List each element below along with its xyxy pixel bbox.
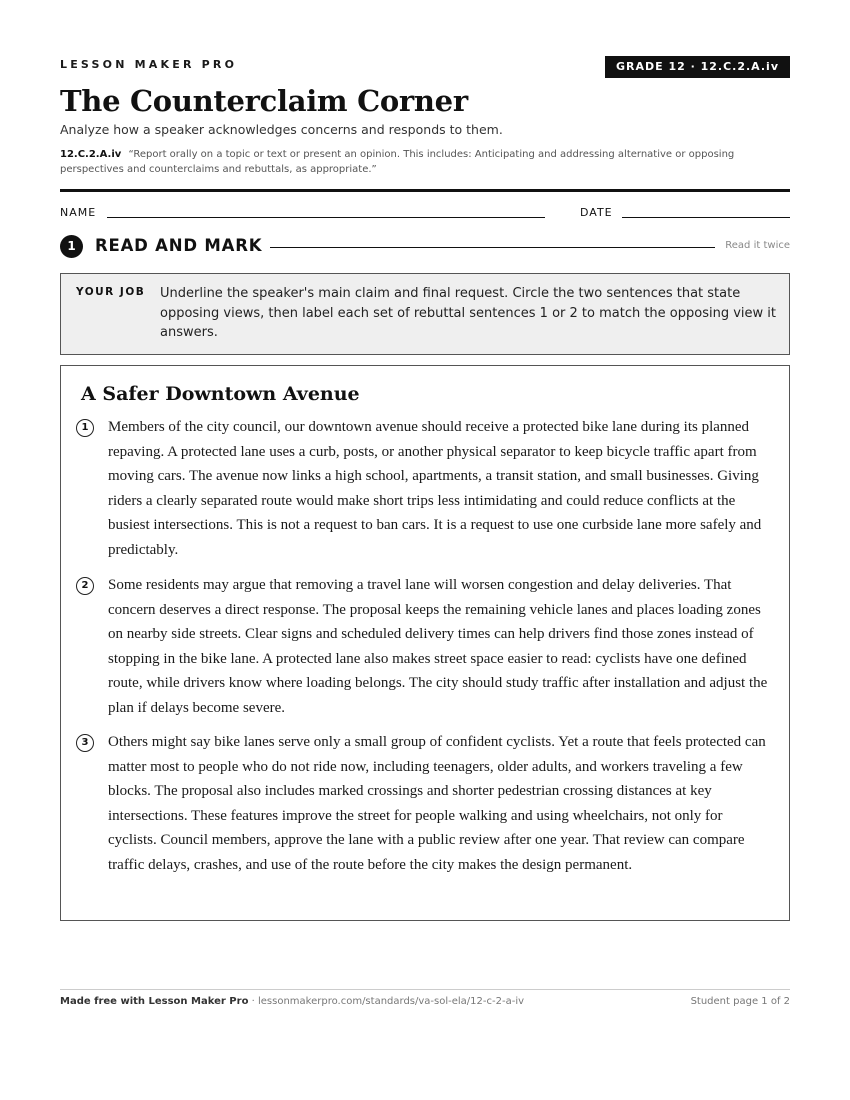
name-label: NAME: [60, 206, 97, 219]
brand-name: LESSON MAKER PRO: [60, 58, 238, 71]
grade-badge: GRADE 12 · 12.C.2.A.iv: [605, 56, 790, 78]
instructions-box: [60, 273, 790, 355]
paragraph: Some residents may argue that removing a travel lane will worsen congestion and delay deliveries. That concern deserves a direct response. The proposal keeps the remaining vehicle lanes and places loading zones on nearby side streets. Clear signs and scheduled delivery times can help drivers find those zones instead of stopping in the bike lane. A protected lane also makes street space easier to read: cyclists have one defined route, while drivers know where loading belongs. The city should study traffic after installation and adjust the plan if delays become severe.: [108, 577, 768, 716]
paragraph-number: 1: [76, 419, 94, 437]
header-divider: [60, 189, 790, 192]
footer-divider: [60, 989, 790, 990]
top-bar: [60, 56, 790, 78]
section-hint: Read it twice: [725, 240, 790, 251]
worksheet-page: [60, 0, 790, 1100]
paragraph-number: 2: [76, 577, 94, 595]
footer-page-number: Student page 1 of 2: [690, 996, 790, 1007]
footer-url[interactable]: · lessonmakerpro.com/standards/va-sol-ela/12-c-2-a-iv: [248, 996, 525, 1007]
standard-code: 12.C.2.A.iv: [60, 149, 122, 160]
footer-credit: [60, 996, 524, 1007]
date-field[interactable]: [622, 217, 790, 218]
passage-box: [60, 365, 790, 921]
standard-text: “Report orally on a topic or text or present an opinion. This includes: Anticipating and addressing alternative or opposing perspectives and counterclaims and rebuttals, as appropriate.”: [60, 149, 735, 175]
standard-description: [60, 147, 790, 177]
instructions-label: YOUR JOB: [76, 286, 146, 298]
page-title: The Counterclaim Corner: [60, 84, 468, 118]
paragraph-number: 3: [76, 734, 94, 752]
passage-title: A Safer Downtown Avenue: [81, 383, 360, 405]
name-date-row: [60, 205, 790, 221]
name-field[interactable]: [107, 217, 545, 218]
section-title: READ AND MARK: [95, 236, 263, 255]
date-label: DATE: [580, 206, 613, 219]
page-subtitle: Analyze how a speaker acknowledges concerns and responds to them.: [60, 122, 503, 137]
paragraph: Members of the city council, our downtown avenue should receive a protected bike lane during its planned repaving. A protected lane uses a curb, posts, or another physical separator to keep bicycle traffic apart from moving cars. The avenue now links a high school, apartments, a transit station, and small businesses. Giving riders a clearly separated route would make short trips less intimidating and could reduce conflicts at the busiest intersections. This is not a request to ban cars. It is a request to use one curbside lane more safely and predictably.: [108, 419, 762, 558]
section-number: 1: [60, 235, 83, 258]
instructions-text: Underline the speaker's main claim and final request. Circle the two sentences that state opposing views, then label each set of rebuttal sentences 1 or 2 to match the opposing view it answers.: [160, 286, 776, 340]
footer-made: Made free with Lesson Maker Pro: [60, 996, 249, 1007]
section-header: [60, 235, 790, 257]
section-rule: [270, 247, 715, 248]
paragraph: Others might say bike lanes serve only a small group of confident cyclists. Yet a route that feels protected can matter most to people who do not ride now, including teenagers, older adults, and workers traveling a few blocks. The proposal also includes marked crossings and shorter pedestrian crossing distances at key intersections. These features improve the street for people walking and using wheelchairs, not only for cyclists. Council members, approve the lane with a public review after one year. That review can compare traffic delays, crashes, and use of the route before the city makes the design permanent.: [108, 734, 766, 873]
